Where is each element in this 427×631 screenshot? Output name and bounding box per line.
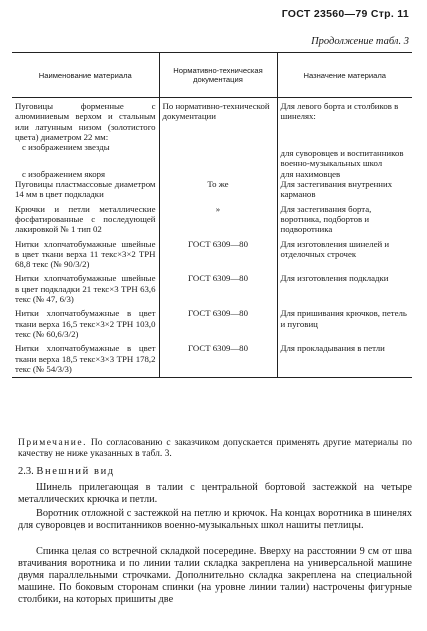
body-paragraph: Спинка целая со встречной складкой посередине. Вверху на расстоянии 9 см от шва втачивания воротника и по линии талии складка закреплена на универсальной машине двумя параллельными строчками. Дополнительно складка закреплена на специальной машине. По боковым сторонам спинки (на уровне линии талии) настрочены фигурные столбики, на которых пришиты две (18, 546, 412, 606)
documentation-cell: » (159, 200, 277, 235)
material-name-cell: Нитки хлопчатобумажные швейные в цвет подкладки 21 текс×3 ТРН 63,6 текс (№ 47, 6/3) (15, 273, 156, 305)
material-name-cell: Крючки и петли металлические фосфатированные с последующей лакировкой № 1 тип 02 (15, 203, 156, 235)
table-row (12, 200, 412, 235)
purpose-cell: для нахимовцев (277, 169, 412, 179)
body-paragraph: Шинель прилегающая в талии с центральной бортовой застежкой на четыре металлических крючка и петли. (18, 482, 412, 506)
documentation-cell: То же (159, 179, 277, 200)
column-header-documentation: Нормативно-техническая документация (159, 53, 277, 98)
material-name-cell: Пуговицы пластмассовые диаметром 14 мм в цвет подкладки (15, 179, 156, 200)
documentation-cell: ГОСТ 6309—80 (159, 235, 277, 270)
section-number: 2.3. (18, 466, 34, 477)
section-title: Внешний вид (36, 466, 115, 477)
table-row (12, 142, 412, 169)
purpose-cell: Для изготовления подкладки (277, 269, 412, 304)
purpose-cell: Для застегивания внутренних карманов (277, 179, 412, 200)
purpose-cell: Для левого борта и столбиков в шинелях: (277, 98, 412, 143)
material-name-cell: с изображением якоря (22, 168, 106, 179)
table-row (12, 235, 412, 270)
purpose-cell: Для застегивания борта, воротника, подбортов и подворотника (277, 200, 412, 235)
table-header-row (12, 53, 412, 98)
table-row (12, 179, 412, 200)
documentation-cell (159, 169, 277, 179)
documentation-cell: По нормативно-технической документации (159, 98, 277, 143)
section-heading (18, 466, 115, 477)
table-row (12, 304, 412, 339)
standard-header: ГОСТ 23560—79 Стр. 11 (281, 8, 409, 20)
column-header-material: Наименование материала (12, 53, 159, 98)
materials-table (12, 52, 412, 378)
table-continuation-caption: Продолжение табл. 3 (311, 36, 409, 47)
purpose-cell: Для прокладывания в петли (277, 339, 412, 377)
purpose-cell: для суворовцев и воспитанников военно-музыкальных школ (277, 142, 412, 169)
material-name-cell: Нитки хлопчатобумажные в цвет ткани верха 18,5 текс×3×3 ТРН 178,2 текс (№ 54/3/3) (12, 339, 159, 377)
documentation-cell: ГОСТ 6309—80 (159, 304, 277, 339)
table-note (18, 438, 412, 460)
column-header-purpose: Назначение материала (277, 53, 412, 98)
material-name-cell: Нитки хлопчатобумажные в цвет ткани верха 16,5 текс×3×2 ТРН 103,0 текс (№ 60,6/3/2) (15, 308, 156, 339)
material-name-cell: с изображением звезды (22, 142, 110, 153)
table-row (12, 169, 412, 179)
table-row (12, 339, 412, 377)
note-label: Примечание. (18, 438, 87, 448)
note-text: По согласованию с заказчиком допускается применять другие материалы по качеству не ниже указанных в табл. 3. (18, 438, 412, 459)
purpose-cell: Для изготовления шинелей и отделочных строчек (277, 235, 412, 270)
material-name-cell: Нитки хлопчатобумажные швейные в цвет ткани верха 11 текс×3×2 ТРН 68,8 текс (№ 90/3/2) (15, 238, 156, 270)
table-row (12, 98, 412, 143)
documentation-cell (159, 142, 277, 169)
documentation-cell: ГОСТ 6309—80 (159, 269, 277, 304)
material-name-cell: Пуговицы форменные с алюминиевым верхом и стальным или латунным низом (золотистого цвета) диаметром 22 мм: (15, 101, 156, 142)
table-row (12, 269, 412, 304)
purpose-cell: Для пришивания крючков, петель и пуговиц (277, 304, 412, 339)
documentation-cell: ГОСТ 6309—80 (159, 339, 277, 377)
body-paragraph: Воротник отложной с застежкой на петлю и крючок. На концах воротника в шинелях для суворовцев и воспитанников военно-музыкальных школ нашиты петлицы. (18, 508, 412, 532)
